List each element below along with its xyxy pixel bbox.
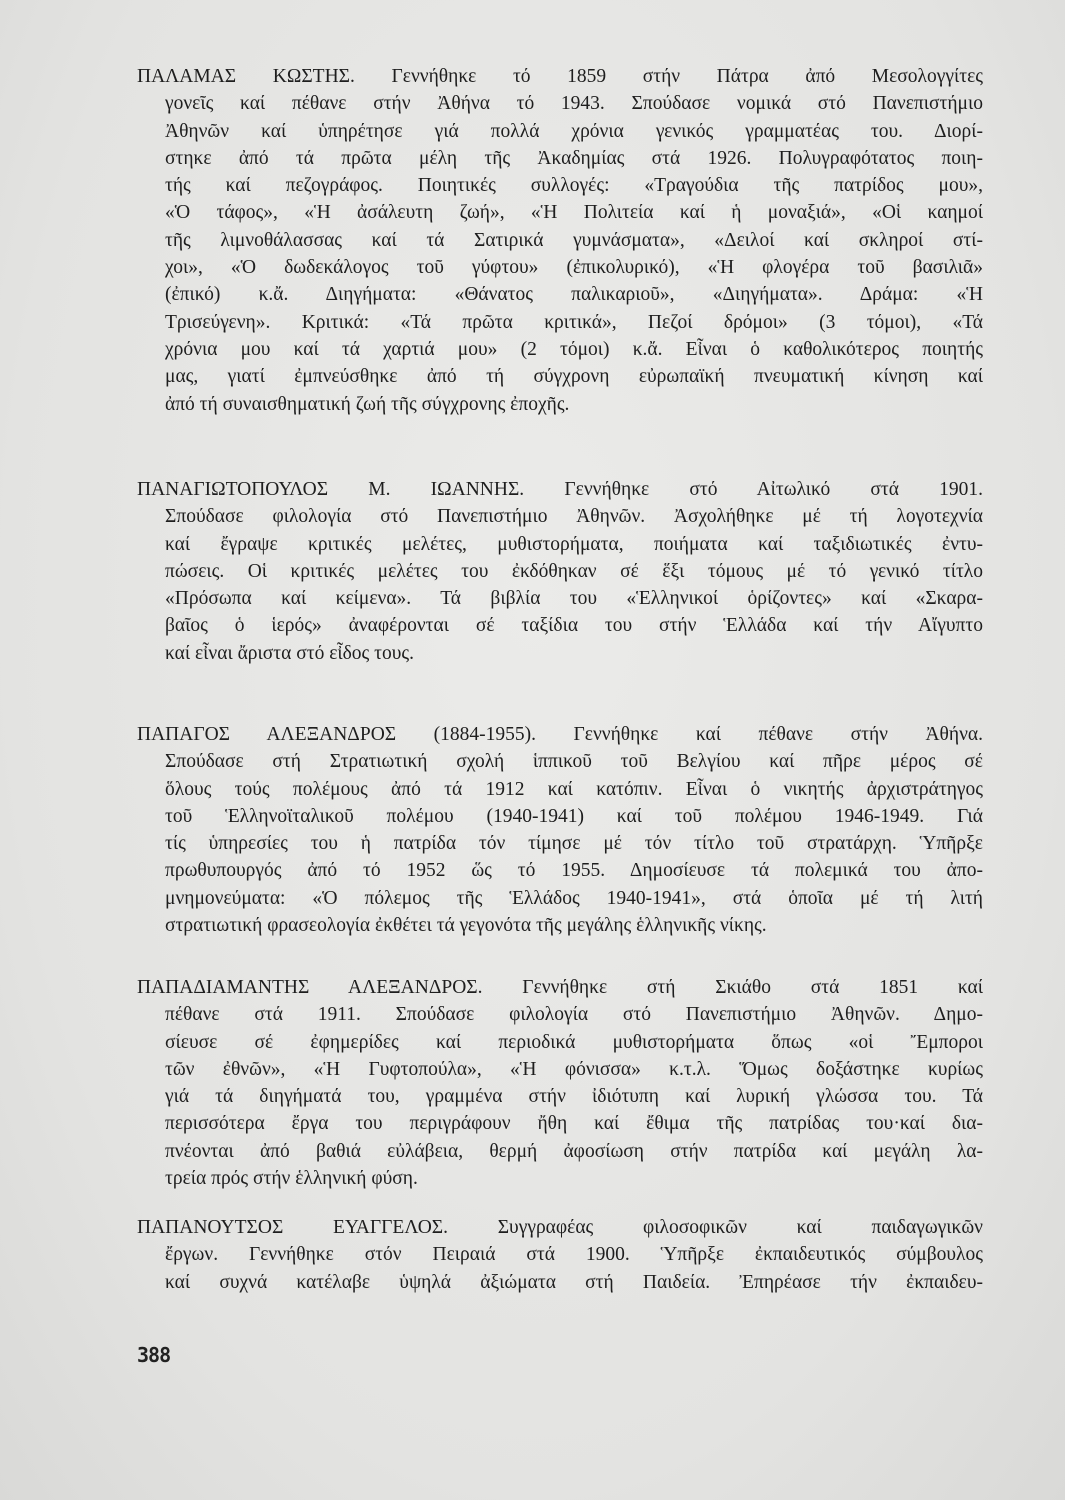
entry-text-line: τής καί πεζογράφος. Ποιητικές συλλογές: «Τραγούδια τῆς πατρίδος μου», <box>165 175 983 197</box>
entry-text-line: (ἐπικό) κ.ἄ. Διηγήματα: «Θάνατος παλικαριοῦ», «Διηγήματα». Δράμα: «Ἡ <box>165 284 983 306</box>
entry-text-line: τρεία πρός στήν ἑλληνική φύση. <box>165 1168 418 1190</box>
entry-text-line: μνημονεύματα: «Ὁ πόλεμος τῆς Ἑλλάδος 1940-1941», στά ὁποῖα μέ τή λιτή <box>165 887 983 909</box>
entry-text-line: πέθανε στά 1911. Σπούδασε φιλολογία στό Πανεπιστήμιο Ἀθηνῶν. Δημο- <box>165 1004 983 1026</box>
entry-text-line: γιά τά διηγήματά του, γραμμένα στήν ἰδιότυπη καί λυρική γλώσσα του. Τά <box>165 1086 983 1108</box>
entry-papanoutsos <box>137 1214 983 1296</box>
entry-text-line: πώσεις. Οἱ κριτικές μελέτες του ἐκδόθηκαν σέ ἕξι τόμους μέ τό γενικό τίτλο <box>165 560 983 582</box>
entry-text-line: Ἀθηνῶν καί ὑπηρέτησε γιά πολλά χρόνια γενικός γραμματέας του. Διορί- <box>165 120 983 142</box>
entry-text-line: πρωθυπουργός ἀπό τό 1952 ὥς τό 1955. Δημοσίευσε τά πολεμικά του ἀπο- <box>165 860 983 882</box>
entry-text-line: ὅλους τούς πολέμους ἀπό τά 1912 καί κατόπιν. Εἶναι ὁ νικητής ἀρχιστράτηγος <box>165 778 983 800</box>
entry-panagiotopoulos <box>137 476 983 667</box>
entry-text-line: τίς ὑπηρεσίες του ἡ πατρίδα τόν τίμησε μέ τόν τίτλο τοῦ στρατάρχη. Ὑπῆρξε <box>165 833 983 855</box>
entry-text-line: τῆς λιμνοθάλασσας καί τά Σατιρικά γυμνάσματα», «Δειλοί καί σκληροί στί- <box>165 229 983 251</box>
entry-text-line: στηκε ἀπό τά πρῶτα μέλη τῆς Ἀκαδημίας στά 1926. Πολυγραφότατος ποιη- <box>165 147 983 169</box>
entry-heading-line: ΠΑΠΑΝΟΥΤΣΟΣ ΕΥΑΓΓΕΛΟΣ. Συγγραφέας φιλοσοφικῶν καί παιδαγωγικῶν <box>137 1217 983 1238</box>
entry-text-line: χρόνια μου καί τά χαρτιά μου» (2 τόμοι) κ.ἄ. Εἶναι ὁ καθολικότερος ποιητής <box>165 338 983 360</box>
entry-heading-line: ΠΑΠΑΔΙΑΜΑΝΤΗΣ ΑΛΕΞΑΝΔΡΟΣ. Γεννήθηκε στή Σκιάθο στά 1851 καί <box>137 977 983 998</box>
page-number: 388 <box>137 1343 171 1367</box>
entry-text-line: σίευσε σέ ἐφημερίδες καί περιοδικά μυθιστορήματα ὅπως «οἱ Ἔμποροι <box>165 1031 983 1053</box>
entry-text-line: καί ἔγραψε κριτικές μελέτες, μυθιστορήματα, ποιήματα καί ταξιδιωτικές ἐντυ- <box>165 533 983 555</box>
entry-text-line: Σπούδασε στή Στρατιωτική σχολή ἱππικοῦ τοῦ Βελγίου καί πῆρε μέρος σέ <box>165 751 983 773</box>
entry-text-line: καί εἶναι ἄριστα στό εἶδος τους. <box>165 642 414 664</box>
entry-palamas <box>137 63 983 418</box>
entry-text-line: καί συχνά κατέλαβε ὑψηλά ἀξιώματα στή Παιδεία. Ἐπηρέασε τήν ἐκπαιδευ- <box>165 1271 983 1293</box>
entry-papagos <box>137 721 983 939</box>
entry-text-line: ἀπό τή συναισθηματική ζωή τῆς σύγχρονης ἐποχῆς. <box>165 393 570 415</box>
entry-text-line: χοι», «Ὁ δωδεκάλογος τοῦ γύφτου» (ἐπικολυρικό), «Ἡ φλογέρα τοῦ βασιλιᾶ» <box>165 257 983 279</box>
entry-papadiamantis <box>137 974 983 1192</box>
entry-text-line: Σπούδασε φιλολογία στό Πανεπιστήμιο Ἀθηνῶν. Ἀσχολήθηκε μέ τή λογοτεχνία <box>165 506 983 528</box>
entry-text-line: τῶν ἐθνῶν», «Ἡ Γυφτοπούλα», «Ἡ φόνισσα» κ.τ.λ. Ὅμως δοξάστηκε κυρίως <box>165 1058 983 1080</box>
entry-text-line: μας, γιατί ἐμπνεύσθηκε ἀπό τή σύγχρονη εὐρωπαϊκή πνευματική κίνηση καί <box>165 366 983 388</box>
entry-text-line: τοῦ Ἑλληνοϊταλικοῦ πολέμου (1940-1941) καί τοῦ πολέμου 1946-1949. Γιά <box>165 805 983 827</box>
entry-heading-line: ΠΑΠΑΓΟΣ ΑΛΕΞΑΝΔΡΟΣ (1884-1955). Γεννήθηκε καί πέθανε στήν Ἀθήνα. <box>137 724 983 745</box>
entry-text-line: περισσότερα ἔργα του περιγράφουν ἤθη καί ἔθιμα τῆς πατρίδας του·καί δια- <box>165 1113 983 1135</box>
entry-text-line: ἔργων. Γεννήθηκε στόν Πειραιά στά 1900. Ὑπῆρξε ἐκπαιδευτικός σύμβουλος <box>165 1244 983 1266</box>
entry-text-line: γονεῖς καί πέθανε στήν Ἀθήνα τό 1943. Σπούδασε νομικά στό Πανεπιστήμιο <box>165 93 983 115</box>
entry-heading-line: ΠΑΝΑΓΙΩΤΟΠΟΥΛΟΣ Μ. ΙΩΑΝΝΗΣ. Γεννήθηκε στό Αἰτωλικό στά 1901. <box>137 479 983 500</box>
entry-heading-line: ΠΑΛΑΜΑΣ ΚΩΣΤΗΣ. Γεννήθηκε τό 1859 στήν Πάτρα ἀπό Μεσολογγίτες <box>137 66 983 87</box>
entry-text-line: βαῖος ὁ ἱερός» ἀναφέρονται σέ ταξίδια του στήν Ἑλλάδα καί τήν Αἴγυπτο <box>165 615 983 637</box>
entry-text-line: «Ὁ τάφος», «Ἡ ἀσάλευτη ζωή», «Ἡ Πολιτεία καί ἡ μοναξιά», «Οἱ καημοί <box>165 202 983 224</box>
entry-text-line: πνέονται ἀπό βαθιά εὐλάβεια, θερμή ἀφοσίωση στήν πατρίδα καί μεγάλη λα- <box>165 1140 983 1162</box>
entry-text-line: στρατιωτική φρασεολογία ἐκθέτει τά γεγονότα τῆς μεγάλης ἑλληνικῆς νίκης. <box>165 915 767 937</box>
entry-text-line: Τρισεύγενη». Κριτικά: «Τά πρῶτα κριτικά», Πεζοί δρόμοι» (3 τόμοι), «Τά <box>165 311 983 333</box>
entry-text-line: «Πρόσωπα καί κείμενα». Τά βιβλία του «Ἑλληνικοί ὁρίζοντες» καί «Σκαρα- <box>165 588 983 610</box>
